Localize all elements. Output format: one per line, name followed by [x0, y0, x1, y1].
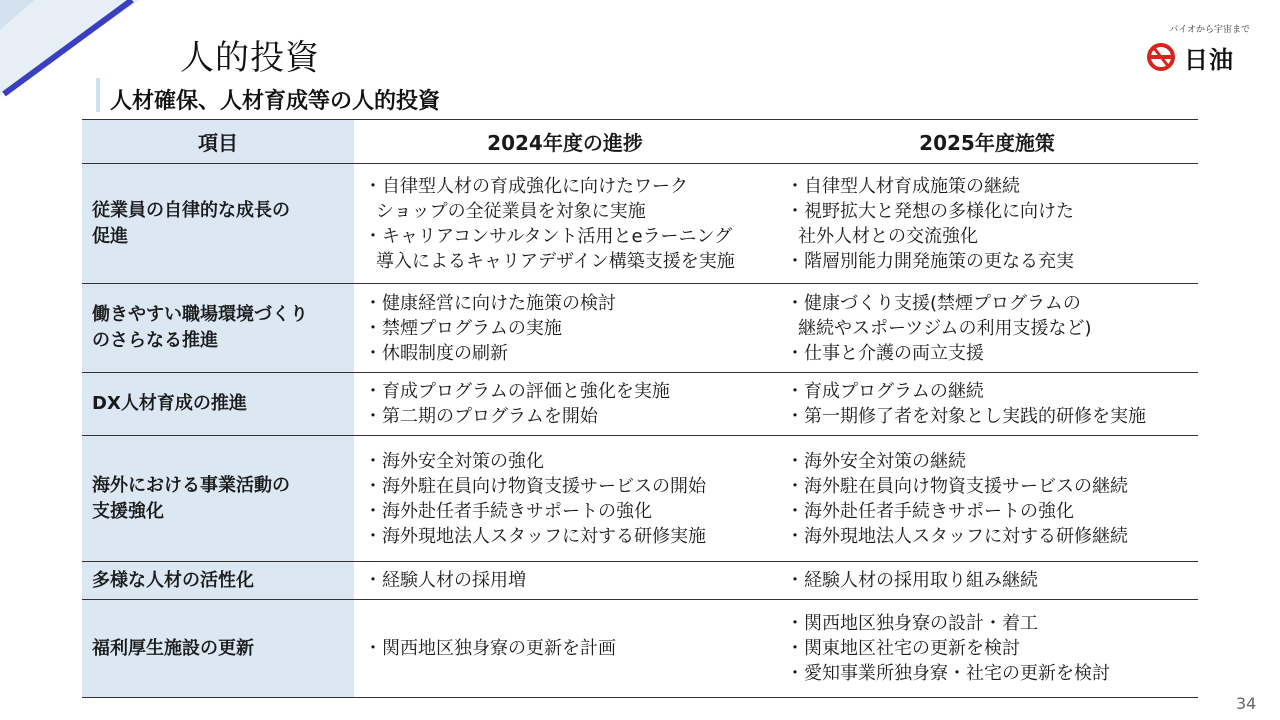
measures-2025-cell: ・経験人材の採用取り組み継続 [776, 562, 1198, 600]
table-row [82, 600, 1198, 698]
measures-2025-cell: ・関西地区独身寮の設計・着工 ・関東地区社宅の更新を検討 ・愛知事業所独身寮・社宅の更新を検討 [776, 600, 1198, 698]
progress-2024-cell: ・海外安全対策の強化 ・海外駐在員向け物資支援サービスの開始 ・海外赴任者手続きサポートの強化 ・海外現地法人スタッフに対する研修実施 [354, 436, 776, 562]
company-logo [1140, 22, 1250, 72]
table-row [82, 436, 1198, 562]
row-item-label: 海外における事業活動の 支援強化 [82, 436, 354, 562]
progress-2024-cell: ・経験人材の採用増 [354, 562, 776, 600]
table-row [82, 373, 1198, 436]
logo-mark-icon [1146, 42, 1176, 72]
subtitle-accent-bar [96, 78, 100, 112]
progress-2024-cell: ・健康経営に向けた施策の検討 ・禁煙プログラムの実施 ・休暇制度の刷新 [354, 284, 776, 373]
section-subtitle: 人材確保、人材育成等の人的投資 [110, 89, 441, 114]
table-row [82, 284, 1198, 373]
row-item-label: 働きやすい職場環境づくり のさらなる推進 [82, 284, 354, 373]
logo-name: 日油 [1184, 46, 1234, 74]
table-header-row [82, 120, 1198, 164]
progress-2024-cell: ・育成プログラムの評価と強化を実施 ・第二期のプログラムを開始 [354, 373, 776, 436]
page-title: 人的投資 [180, 38, 320, 78]
progress-2024-cell: ・自律型人材の育成強化に向けたワーク ショップの全従業員を対象に実施 ・キャリアコンサルタント活用とeラーニング 導入によるキャリアデザイン構築支援を実施 [354, 164, 776, 284]
row-item-label: 多様な人材の活性化 [82, 562, 354, 600]
column-header-item: 項目 [82, 120, 354, 164]
measures-2025-cell: ・自律型人材育成施策の継続 ・視野拡大と発想の多様化に向けた 社外人材との交流強化 ・階層別能力開発施策の更なる充実 [776, 164, 1198, 284]
table-row [82, 562, 1198, 600]
measures-2025-cell: ・健康づくり支援(禁煙プログラムの 継続やスポーツジムの利用支援など) ・仕事と介護の両立支援 [776, 284, 1198, 373]
page-number: 34 [1236, 694, 1257, 713]
row-item-label: 福利厚生施設の更新 [82, 600, 354, 698]
column-header-2024: 2024年度の進捗 [354, 120, 776, 164]
investment-table [82, 119, 1198, 698]
table-row [82, 164, 1198, 284]
logo-tagline: バイオから宇宙まで [1169, 25, 1250, 35]
progress-2024-cell: ・関西地区独身寮の更新を計画 [354, 600, 776, 698]
row-item-label: 従業員の自律的な成長の 促進 [82, 164, 354, 284]
column-header-2025: 2025年度施策 [776, 120, 1198, 164]
row-item-label: DX人材育成の推進 [82, 373, 354, 436]
measures-2025-cell: ・海外安全対策の継続 ・海外駐在員向け物資支援サービスの継続 ・海外赴任者手続きサポートの強化 ・海外現地法人スタッフに対する研修継続 [776, 436, 1198, 562]
measures-2025-cell: ・育成プログラムの継続 ・第一期修了者を対象とし実践的研修を実施 [776, 373, 1198, 436]
